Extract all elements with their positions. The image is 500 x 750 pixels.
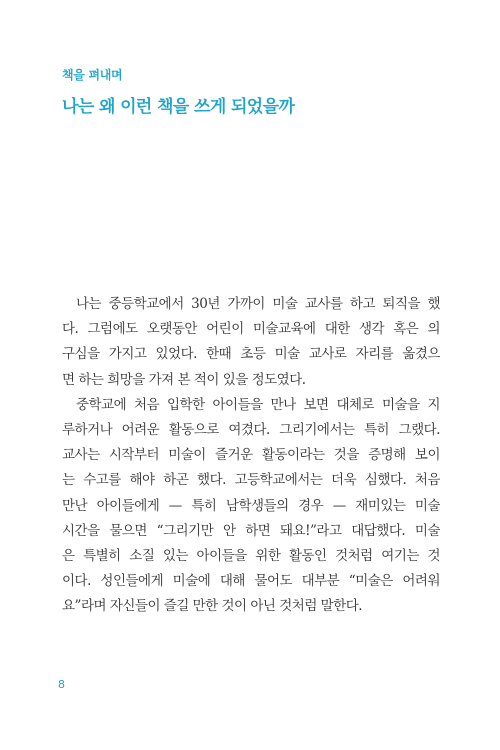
text-line: 은 특별히 소질 있는 아이들을 위한 활동인 것처럼 여기는 것: [62, 547, 440, 564]
paragraph-1: [62, 292, 440, 393]
text-line: 시간을 물으면 “그리기만 안 하면 돼요!”라고 대답했다. 미술: [62, 522, 440, 539]
text-line: 는 수고를 해야 하곤 했다. 고등학교에서는 더욱 심했다. 처음: [62, 472, 440, 489]
text-line: 구심을 가지고 있었다. 한때 초등 미술 교사로 자리를 옮겼으: [62, 346, 440, 363]
paragraph-2: [62, 393, 440, 620]
chapter-title: 나는 왜 이런 책을 쓰게 되었을까: [62, 97, 295, 117]
text-line: 이다. 성인들에게 미술에 대해 물어도 대부분 “미술은 어려워: [62, 573, 440, 590]
text-line: 면 하는 희망을 가져 본 적이 있을 정도였다.: [62, 371, 306, 388]
section-label: 책을 펴내며: [62, 68, 123, 82]
text-line: 만난 아이들에게 — 특히 남학생들의 경우 — 재미있는 미술: [62, 497, 440, 514]
page-number: 8: [58, 678, 65, 691]
body-text: [62, 292, 440, 619]
text-line: 나는 중등학교에서 30년 가까이 미술 교사를 하고 퇴직을 했: [76, 296, 440, 312]
text-line: 요”라며 자신들이 즐길 만한 것이 아닌 것처럼 말한다.: [62, 598, 363, 615]
text-line: 다. 그럼에도 오랫동안 어린이 미술교육에 대한 생각 혹은 의: [62, 321, 440, 338]
text-line: 중학교에 처음 입학한 아이들을 만나 보면 대체로 미술을 지: [76, 396, 440, 413]
text-line: 교사는 시작부터 미술이 즐거운 활동이라는 것을 증명해 보이: [62, 447, 440, 464]
text-line: 루하거나 어려운 활동으로 여겼다. 그리기에서는 특히 그랬다.: [62, 421, 440, 438]
